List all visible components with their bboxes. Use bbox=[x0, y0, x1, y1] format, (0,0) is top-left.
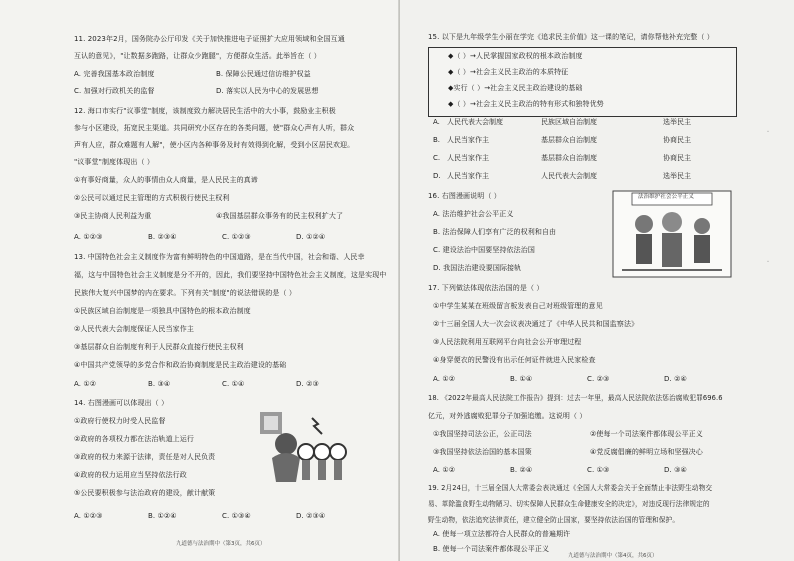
q19-option-b: B. 使每一个司法案件都体现公平正义 bbox=[433, 545, 550, 553]
q13-statement-4: ④中国共产党领导的多党合作和政治协商制度是民主政治建设的基础 bbox=[74, 361, 287, 369]
q18-option-d: D. ③④ bbox=[664, 466, 687, 474]
q17-option-b: B. ①④ bbox=[510, 375, 533, 383]
margin-mark-top: · bbox=[763, 130, 772, 133]
q11-option-c: C. 加强对行政机关的监督 bbox=[74, 87, 155, 95]
q15-note-1: ◆（ ）→人民掌握国家政权的根本政治制度 bbox=[448, 52, 583, 60]
q13-option-a: A. ①② bbox=[74, 380, 97, 388]
q17-statement-4: ④身穿便衣的民警没有出示任何证件就进入民家检查 bbox=[433, 356, 596, 364]
q13-line-1: 13. 中国特色社会主义制度作为富有鲜明特色的中国道路，是在当代中国，社会和谐、人民幸 bbox=[74, 253, 365, 261]
q12-line-4: "议事堂"制度体现出（ ） bbox=[74, 158, 154, 166]
q18-option-c: C. ①③ bbox=[587, 466, 610, 474]
q14-statement-5: ⑤公民要积极参与法治政府的建设，献计献策 bbox=[74, 489, 216, 497]
q18-statement-3: ③我国坚持依法治国的基本国策 bbox=[433, 448, 532, 456]
q14-statement-4: ④政府的权力运用应当坚持依法行政 bbox=[74, 471, 187, 479]
q12-option-a: A. ①②③ bbox=[74, 233, 103, 241]
q14-statement-1: ①政府行使权力时受人民监督 bbox=[74, 417, 166, 425]
q13-option-d: D. ②③ bbox=[296, 380, 319, 388]
q16-option-d: D. 我国法治建设要国际接轨 bbox=[433, 264, 522, 272]
q12-statement-2: ②公民可以通过民主管理的方式积极行使民主权利 bbox=[74, 194, 230, 202]
q14-statement-3: ③政府的权力来源于法律，责任是对人民负责 bbox=[74, 453, 216, 461]
q17-option-c: C. ②③ bbox=[587, 375, 610, 383]
q12-option-d: D. ①②④ bbox=[296, 233, 326, 241]
q13-line-2: 福，这与中国特色社会主义制度是分不开的，因此，我们要坚持中国特色社会主义制度，这是实现中 bbox=[74, 271, 387, 279]
q18-statement-1: ①我国坚持司法公正，公正司法 bbox=[433, 430, 532, 438]
q18-statement-2: ②使每一个司法案件都体现公平正义 bbox=[590, 430, 703, 438]
q18-line-1: 18. 《2022年最高人民法院工作报告》提到：过去一年里，最高人民法院依法惩治腐败犯罪696.6 bbox=[428, 394, 723, 402]
q16-option-c: C. 建设法治中国要坚持依法治国 bbox=[433, 246, 535, 254]
q16-line-1: 16. 右图漫画说明（ ） bbox=[428, 192, 501, 200]
q14-line-1: 14. 右图漫画可以体现出（ ） bbox=[74, 399, 169, 407]
q14-statement-2: ②政府的各项权力都在法治轨道上运行 bbox=[74, 435, 194, 443]
q11-option-b: B. 保障公民通过信访维护权益 bbox=[216, 70, 311, 78]
q19-line-2: 易、革除滥食野生动物陋习、切实保障人民群众生命健康安全的决定》，对违反现行法律规定的 bbox=[428, 500, 710, 508]
q16-cartoon-image bbox=[612, 190, 732, 278]
q15-note-2: ◆（ ）→社会主义民主政治的本质特征 bbox=[448, 68, 569, 76]
q12-statement-1: ①有事好商量，众人的事情由众人商量，是人民民主的真谛 bbox=[74, 176, 258, 184]
q14-cartoon-image bbox=[252, 408, 356, 486]
q14-option-b: B. ①②④ bbox=[148, 512, 177, 520]
q12-statement-3: ③民主协商人民利益为重 bbox=[74, 212, 152, 220]
q18-option-b: B. ②④ bbox=[510, 466, 533, 474]
margin-mark-mid: · bbox=[763, 260, 772, 263]
q18-option-a: A. ①② bbox=[433, 466, 456, 474]
q16-option-a: A. 法治维护社会公平正义 bbox=[433, 210, 514, 218]
q13-option-b: B. ③④ bbox=[148, 380, 171, 388]
q11-option-d: D. 落实以人民为中心的发展思想 bbox=[216, 87, 319, 95]
q19-option-a: A. 使每一项立法都符合人民群众的普遍期许 bbox=[433, 530, 571, 538]
right-page-footer: 九道德与法治期中（第4页，共6页） bbox=[568, 553, 658, 559]
q16-cartoon-caption: 法治维护社会公平正义 bbox=[638, 194, 695, 200]
q14-option-c: C. ①③④ bbox=[222, 512, 251, 520]
q17-option-a: A. ①② bbox=[433, 375, 456, 383]
q16-option-b: B. 法治保障人们享有广泛的权利和自由 bbox=[433, 228, 557, 236]
q18-statement-4: ④党反腐倡廉的鲜明立场和坚强决心 bbox=[590, 448, 703, 456]
q12-statement-4: ④我国基层群众事务有的民主权利扩大了 bbox=[216, 212, 344, 220]
q17-option-d: D. ②④ bbox=[664, 375, 687, 383]
q19-line-1: 19. 2月24日，十三届全国人大常委会表决通过《全国人大常委会关于全面禁止非法野生动物交 bbox=[428, 484, 713, 492]
q13-statement-1: ①民族区域自治制度是一项独具中国特色的根本政治制度 bbox=[74, 307, 251, 315]
q15-note-4: ◆（ ）→社会主义民主政治的特有形式和独特优势 bbox=[448, 100, 604, 108]
q17-statement-2: ②十三届全国人大一次会议表决通过了《中华人民共和国监察法》 bbox=[433, 320, 639, 328]
q13-line-3: 民族伟大复兴中国梦的内在要求。下列有关"制度"的说法错误的是（ ） bbox=[74, 289, 296, 297]
q13-option-c: C. ①④ bbox=[222, 380, 245, 388]
q12-line-2: 参与小区建设，拓宽民主渠道。共同研究小区存在的各类问题，使"群众心声有人听，群众 bbox=[74, 124, 355, 132]
q12-line-3: 声有人应，群众难题有人解"，使小区内各种事务及时有效得到化解，受到小区居民欢迎。 bbox=[74, 141, 355, 149]
q19-line-3: 野生动物，依法追究法律责任，建立健全防止国家，要坚持依法治国的管理和保护。 bbox=[428, 516, 680, 524]
q12-option-b: B. ②③④ bbox=[148, 233, 177, 241]
q11-line-2: 互认的意见》，"让数据多跑路，让群众少跑腿"，方便群众生活。此举旨在（ ） bbox=[74, 52, 321, 60]
q17-statement-1: ①中学生某某在班级留言板发表自己对班级管理的意见 bbox=[433, 302, 603, 310]
q17-statement-3: ③人民法院利用互联网平台向社会公开审理过程 bbox=[433, 338, 582, 346]
q13-statement-2: ②人民代表大会制度保证人民当家作主 bbox=[74, 325, 194, 333]
q15-note-3: ◆实行（ ）→社会主义民主政治建设的基础 bbox=[448, 84, 583, 92]
q12-line-1: 12. 海口市实行"议事堂"制度，该制度致力解决居民生活中的大小事，鼓励业主积极 bbox=[74, 107, 336, 115]
q17-line-1: 17. 下列做法体现依法治国的是（ ） bbox=[428, 284, 544, 292]
q13-statement-3: ③基层群众自治制度有利于人民群众直接行使民主权利 bbox=[74, 343, 244, 351]
q15-line-1: 15. 以下是九年级学生小丽在学完《追求民主价值》这一课的笔记，请你帮他补充完整（ ） bbox=[428, 33, 714, 41]
q18-line-2: 亿元，对外逃腐败犯罪分子加强追缴。这说明（ ） bbox=[428, 412, 587, 420]
q14-option-a: A. ①②③ bbox=[74, 512, 103, 520]
q12-option-c: C. ①②③ bbox=[222, 233, 251, 241]
q11-option-a: A. 完善我国基本政治制度 bbox=[74, 70, 155, 78]
q11-line-1: 11. 2023年2月，国务院办公厅印发《关于加快推进电子证照扩大应用领域和全国互通 bbox=[74, 35, 345, 43]
left-page-footer: 九道德与法治期中（第3页，共6页） bbox=[176, 541, 266, 547]
q14-option-d: D. ②③④ bbox=[296, 512, 326, 520]
